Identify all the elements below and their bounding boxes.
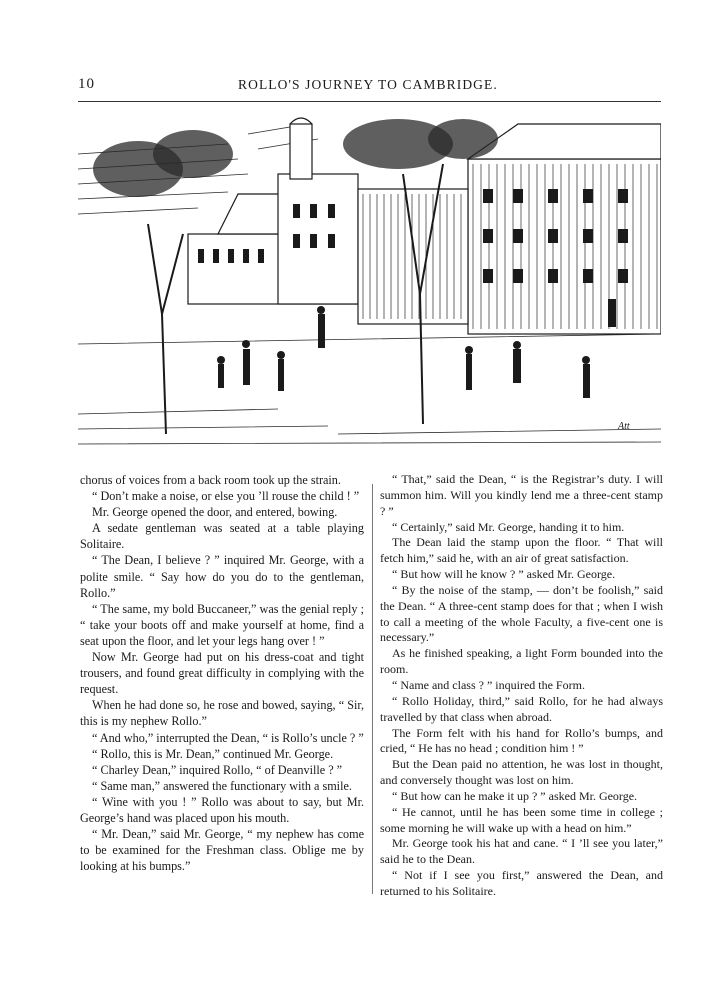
paragraph: “ He cannot, until he has been some time in college ; some morning he will wake up with a head on him.” (380, 804, 663, 835)
paragraph: The Form felt with his hand for Rollo’s bumps, and cried, “ He has no head ; condition him ! ” (380, 725, 663, 756)
paragraph: As he finished speaking, a light Form bounded into the room. (380, 646, 663, 677)
page-number: 10 (78, 76, 95, 92)
paragraph: “ The Dean, I believe ? ” inquired Mr. George, with a polite smile. “ Say how do you do to the gentleman, Rollo.” (80, 553, 364, 600)
paragraph: “ The same, my bold Buccaneer,” was the genial reply ; “ take your boots off and make yourself at home, find a seat upon the floor, and let your legs hang over ! ” (80, 601, 364, 648)
college-illustration (78, 114, 661, 460)
paragraph: “ Not if I see you first,” answered the Dean, and returned to his Solitaire. (380, 868, 663, 898)
paragraph: Mr. George took his hat and cane. “ I ’ll see you later,” said he to the Dean. (380, 836, 663, 867)
paragraph: Mr. George opened the door, and entered, bowing. (92, 505, 338, 520)
paragraph: “ But how can he make it up ? ” asked Mr. George. (392, 788, 638, 803)
paragraph: A sedate gentleman was seated at a table playing Solitaire. (80, 521, 364, 552)
paragraph: When he had done so, he rose and bowed, saying, “ Sir, this is my nephew Rollo.” (80, 698, 364, 729)
paragraph: “ Rollo Holiday, third,” said Rollo, for he had always travelled by that class when abroad. (380, 693, 663, 724)
running-title: ROLLO'S JOURNEY TO CAMBRIDGE. (238, 77, 498, 92)
paragraph: “ But how will he know ? ” asked Mr. George. (392, 567, 616, 582)
paragraph: The Dean laid the stamp upon the floor. “ That will fetch him,” said he, with an air of great satisfaction. (380, 535, 663, 566)
paragraph: “ And who,” interrupted the Dean, “ is Rollo’s uncle ? ” (92, 730, 364, 745)
paragraph: “ Wine with you ! ” Rollo was about to say, but Mr. George’s hand was placed upon his mouth. (80, 794, 364, 825)
right-text-column (380, 472, 663, 900)
artist-signature: Att (618, 421, 630, 432)
paragraph: But the Dean paid no attention, he was lost in thought, and conversely thought was lost on him. (380, 757, 663, 788)
page-header (78, 76, 661, 98)
column-divider (372, 484, 373, 894)
header-rule (78, 101, 661, 102)
paragraph: “ By the noise of the stamp, — don’t be foolish,” said the Dean. “ A three-cent stamp does for that ; when I wish to call a meeting of the whole Faculty, a five-cent one is necessary.” (380, 582, 663, 645)
paragraph: “ Name and class ? ” inquired the Form. (392, 677, 585, 692)
paragraph: “ That,” said the Dean, “ is the Registrar’s duty. I will summon him. Will you kindly lend me a three-cent stamp ? ” (380, 472, 663, 518)
paragraph: Now Mr. George had put on his dress-coat and tight trousers, and found great difficulty in complying with the request. (80, 650, 364, 697)
paragraph: “ Mr. Dean,” said Mr. George, “ my nephew has come to be examined for the Freshman class. Oblige me by looking at his bumps.” (80, 827, 364, 874)
paragraph: chorus of voices from a back room took up the strain. (80, 473, 341, 487)
paragraph: “ Same man,” answered the functionary with a smile. (92, 778, 352, 793)
left-text-column (80, 472, 364, 874)
paragraph: “ Certainly,” said Mr. George, handing it to him. (392, 519, 625, 534)
paragraph: “ Don’t make a noise, or else you ’ll rouse the child ! ” (92, 489, 360, 504)
paragraph: “ Charley Dean,” inquired Rollo, “ of Deanville ? ” (92, 762, 343, 777)
paragraph: “ Rollo, this is Mr. Dean,” continued Mr. George. (92, 746, 334, 761)
